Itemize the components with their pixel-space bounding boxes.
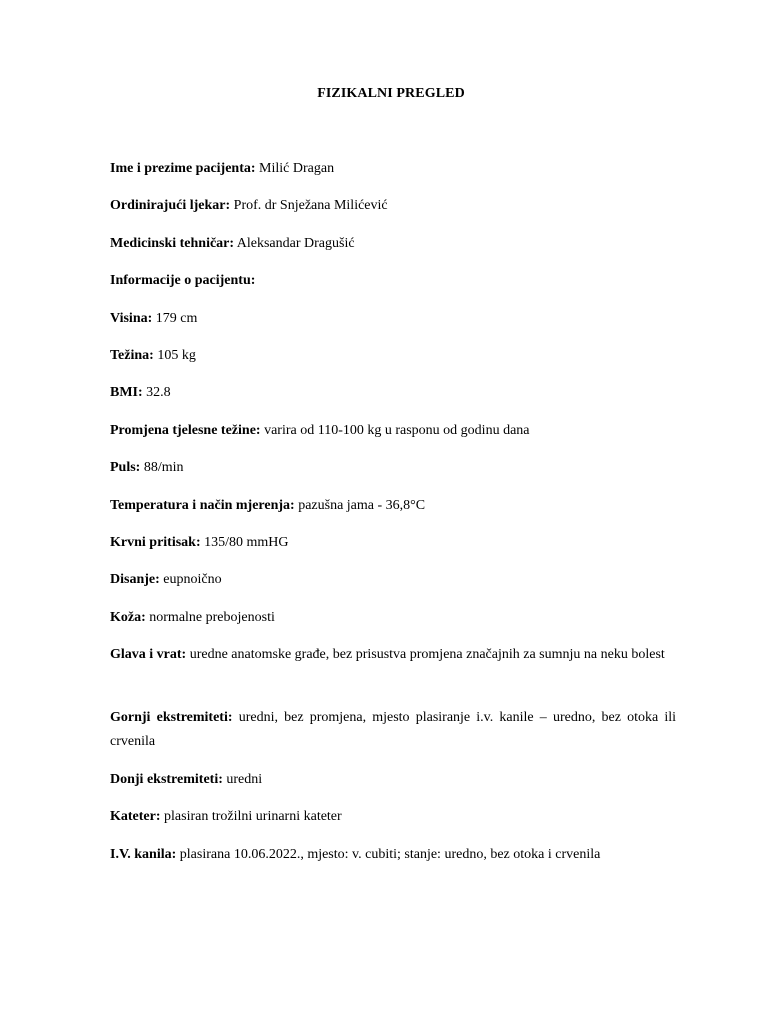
field-value: plasirana 10.06.2022., mjesto: v. cubiti; stanje: uredno, bez otoka i crvenila (176, 847, 601, 862)
field-lower-extremities (110, 768, 676, 792)
field-value: Prof. dr Snježana Milićević (230, 198, 388, 213)
field-value: uredni, bez promjena, mjesto plasiranje i.v. kanile – uredno, bez otoka ili crvenila (110, 710, 676, 749)
field-value: 105 kg (153, 348, 196, 363)
field-label: I.V. kanila: (110, 847, 177, 862)
field-blood-pressure (110, 531, 676, 555)
field-skin (110, 606, 676, 630)
field-head-neck (110, 643, 676, 667)
field-label: Donji ekstremiteti: (110, 772, 223, 787)
field-value: Aleksandar Dragušić (234, 236, 355, 251)
field-value: 32.8 (142, 385, 171, 400)
field-temperature (110, 494, 676, 518)
field-height (110, 307, 676, 331)
field-attending-physician (110, 194, 676, 218)
field-label: Krvni pritisak: (110, 535, 201, 550)
field-patient-name (110, 157, 676, 181)
field-label: Medicinski tehničar: (110, 236, 235, 251)
document-title: FIZIKALNI PREGLED (317, 86, 465, 101)
field-label: Ordinirajući ljekar: (110, 198, 231, 213)
field-iv-cannula (110, 843, 676, 867)
field-patient-info-heading (110, 269, 676, 293)
field-weight-change (110, 419, 676, 443)
field-medical-technician (110, 232, 676, 256)
field-label: Puls: (110, 460, 141, 475)
field-pulse (110, 456, 676, 480)
field-label: Promjena tjelesne težine: (110, 423, 261, 438)
field-label: Informacije o pacijentu: (110, 273, 256, 288)
field-value: 88/min (140, 460, 184, 475)
field-label: Glava i vrat: (110, 647, 187, 662)
field-label: Koža: (110, 610, 146, 625)
field-value: normalne prebojenosti (145, 610, 275, 625)
field-label: BMI: (110, 385, 143, 400)
field-label: Visina: (110, 311, 153, 326)
field-value: uredni (222, 772, 263, 787)
field-label: Težina: (110, 348, 154, 363)
field-label: Kateter: (110, 809, 161, 824)
field-upper-extremities (110, 706, 676, 754)
field-value: 179 cm (152, 311, 198, 326)
field-label: Ime i prezime pacijenta: (110, 161, 256, 176)
field-weight (110, 344, 676, 368)
field-value: 135/80 mmHG (200, 535, 289, 550)
field-value: plasiran trožilni urinarni kateter (160, 809, 342, 824)
field-value: Milić Dragan (255, 161, 335, 176)
field-label: Gornji ekstremiteti: (110, 710, 233, 725)
field-label: Disanje: (110, 572, 160, 587)
field-bmi (110, 381, 676, 405)
field-label: Temperatura i način mjerenja: (110, 498, 295, 513)
field-value: eupnoično (159, 572, 222, 587)
field-catheter (110, 805, 676, 829)
field-breathing (110, 568, 676, 592)
field-value: varira od 110-100 kg u rasponu od godinu dana (260, 423, 530, 438)
field-value: uredne anatomske građe, bez prisustva promjena značajnih za sumnju na neku bolest (186, 647, 665, 662)
field-value: pazušna jama - 36,8°C (294, 498, 426, 513)
